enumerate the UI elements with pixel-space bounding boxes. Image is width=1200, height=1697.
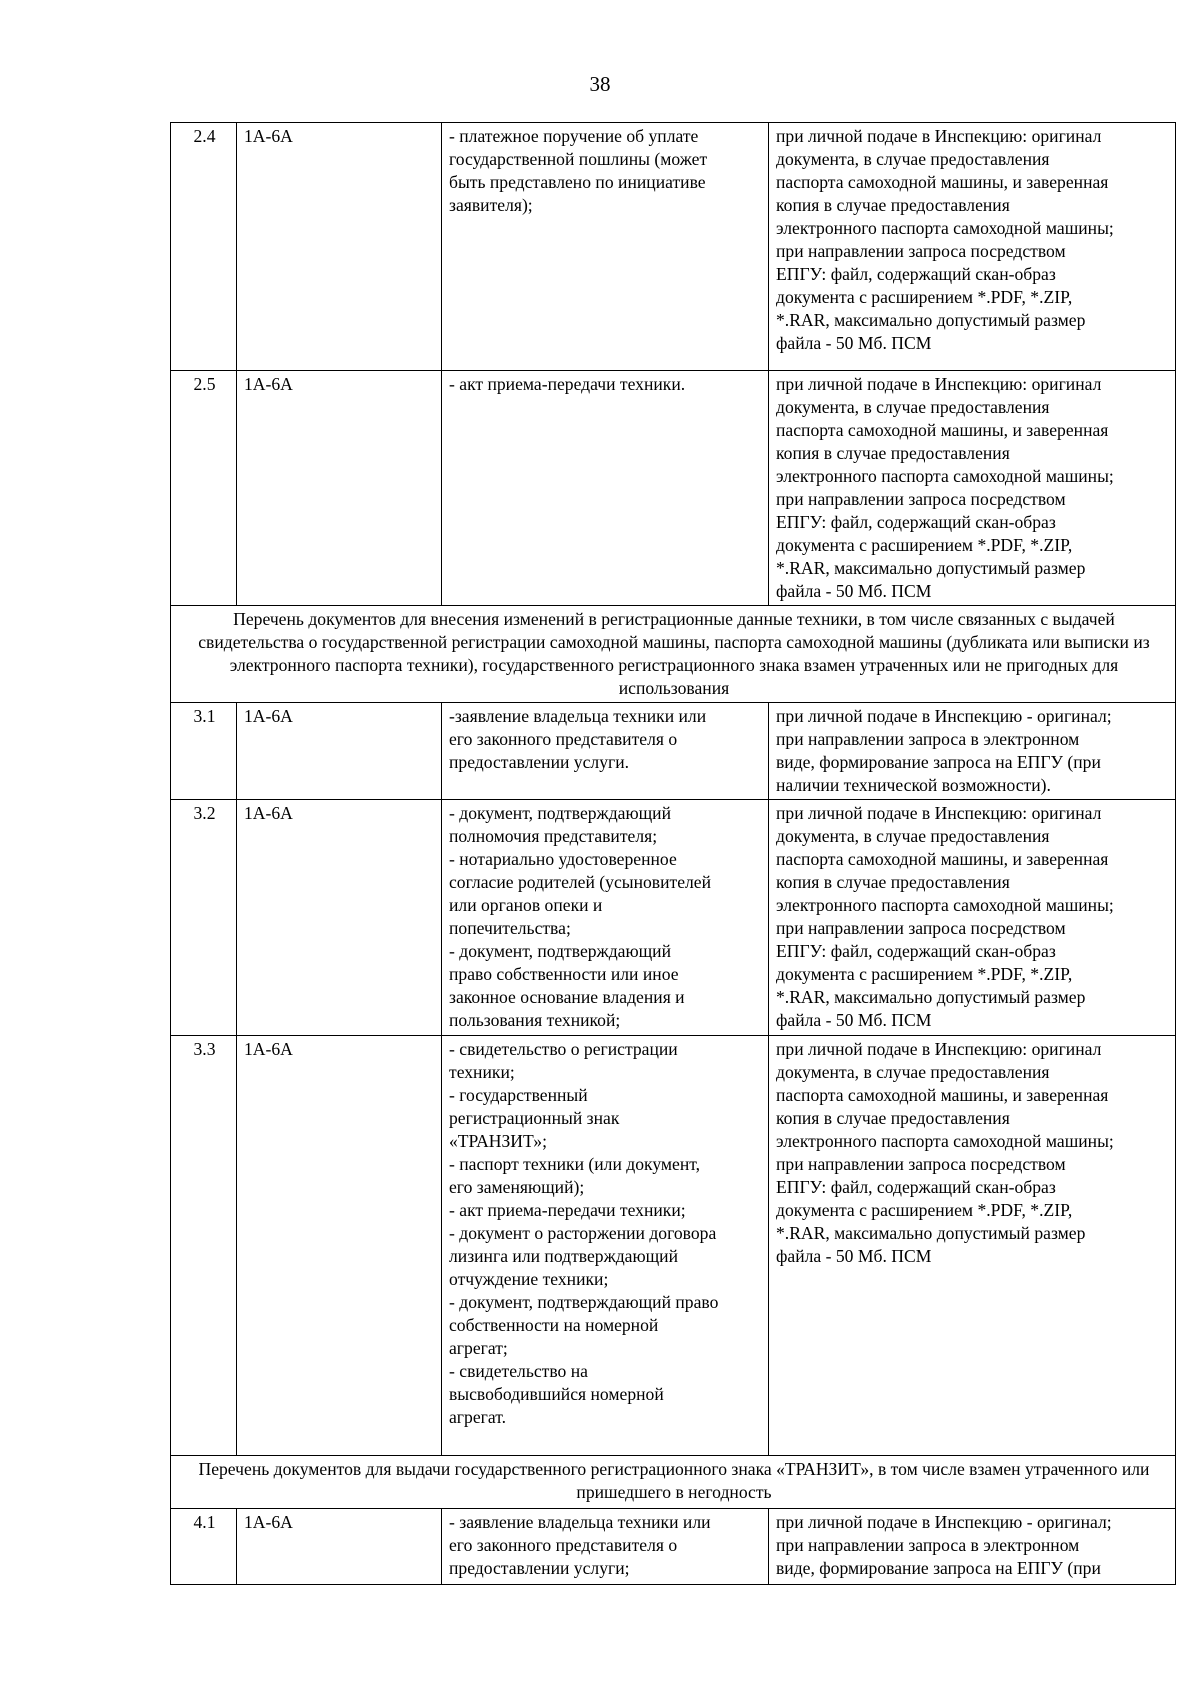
row-number: 3.1 — [171, 703, 237, 800]
row-document: - платежное поручение об уплате государственной пошлины (может быть представлено по инициативе заявителя); — [442, 123, 769, 371]
row-document: - заявление владельца техники или его законного представителя о предоставлении услуги; — [442, 1509, 769, 1585]
row-document: - свидетельство о регистрации техники; - государственный регистрационный знак «ТРАНЗИТ»; - паспорт техники (или документ, его заменяющий); - акт приема-передачи техники; - документ о расторжении договора лизинга или подтверждающий отчуждение техники; - документ, подтверждающий право собственности на номерной агрегат; - свидетельство на высвободившийся номерной агрегат. — [442, 1036, 769, 1456]
table-row — [171, 1036, 1176, 1456]
row-requirements: при личной подаче в Инспекцию - оригинал; при направлении запроса в электронном виде, формирование запроса на ЕПГУ (при наличии технической возможности). — [769, 703, 1176, 800]
row-number: 4.1 — [171, 1509, 237, 1585]
row-requirements: при личной подаче в Инспекцию: оригинал документа, в случае предоставления паспорта самоходной машины, и заверенная копия в случае предоставления электронного паспорта самоходной машины; при направлении запроса посредством ЕПГУ: файл, содержащий скан-образ документа с расширением *.PDF, *.ZIP, *.RAR, максимально допустимый размер файла - 50 Мб. ПСМ — [769, 1036, 1176, 1456]
row-document: -заявление владельца техники или его законного представителя о предоставлении услуги. — [442, 703, 769, 800]
row-code: 1А-6А — [237, 703, 442, 800]
section-row — [171, 1456, 1176, 1509]
row-code: 1А-6А — [237, 800, 442, 1036]
row-document: - документ, подтверждающий полномочия представителя; - нотариально удостоверенное согласие родителей (усыновителей или органов опеки и попечительства; - документ, подтверждающий право собственности или иное законное основание владения и пользования техникой; — [442, 800, 769, 1036]
row-code: 1А-6А — [237, 123, 442, 371]
table-row — [171, 1509, 1176, 1585]
row-code: 1А-6А — [237, 371, 442, 606]
row-requirements: при личной подаче в Инспекцию: оригинал документа, в случае предоставления паспорта самоходной машины, и заверенная копия в случае предоставления электронного паспорта самоходной машины; при направлении запроса посредством ЕПГУ: файл, содержащий скан-образ документа с расширением *.PDF, *.ZIP, *.RAR, максимально допустимый размер файла - 50 Мб. ПСМ — [769, 371, 1176, 606]
section-heading: Перечень документов для выдачи государственного регистрационного знака «ТРАНЗИТ», в том числе взамен утраченного или пришедшего в негодность — [171, 1456, 1176, 1509]
table-row — [171, 123, 1176, 371]
section-heading: Перечень документов для внесения изменений в регистрационные данные техники, в том числе связанных с выдачей свидетельства о государственной регистрации самоходной машины, паспорта самоходной машины (дубликата или выписки из электронного паспорта техники), государственного регистрационного знака взамен утраченных или не пригодных для использования — [171, 606, 1176, 703]
row-code: 1А-6А — [237, 1509, 442, 1585]
row-document: - акт приема-передачи техники. — [442, 371, 769, 606]
row-number: 2.4 — [171, 123, 237, 371]
page-number: 38 — [589, 72, 611, 96]
row-requirements: при личной подаче в Инспекцию: оригинал документа, в случае предоставления паспорта самоходной машины, и заверенная копия в случае предоставления электронного паспорта самоходной машины; при направлении запроса посредством ЕПГУ: файл, содержащий скан-образ документа с расширением *.PDF, *.ZIP, *.RAR, максимально допустимый размер файла - 50 Мб. ПСМ — [769, 800, 1176, 1036]
row-requirements: при личной подаче в Инспекцию: оригинал документа, в случае предоставления паспорта самоходной машины, и заверенная копия в случае предоставления электронного паспорта самоходной машины; при направлении запроса посредством ЕПГУ: файл, содержащий скан-образ документа с расширением *.PDF, *.ZIP, *.RAR, максимально допустимый размер файла - 50 Мб. ПСМ — [769, 123, 1176, 371]
table-row — [171, 371, 1176, 606]
row-requirements: при личной подаче в Инспекцию - оригинал; при направлении запроса в электронном виде, формирование запроса на ЕПГУ (при — [769, 1509, 1176, 1585]
documents-table — [170, 122, 1176, 1585]
row-number: 3.3 — [171, 1036, 237, 1456]
table-row — [171, 800, 1176, 1036]
row-number: 3.2 — [171, 800, 237, 1036]
row-number: 2.5 — [171, 371, 237, 606]
row-code: 1А-6А — [237, 1036, 442, 1456]
section-row — [171, 606, 1176, 703]
table-row — [171, 703, 1176, 800]
